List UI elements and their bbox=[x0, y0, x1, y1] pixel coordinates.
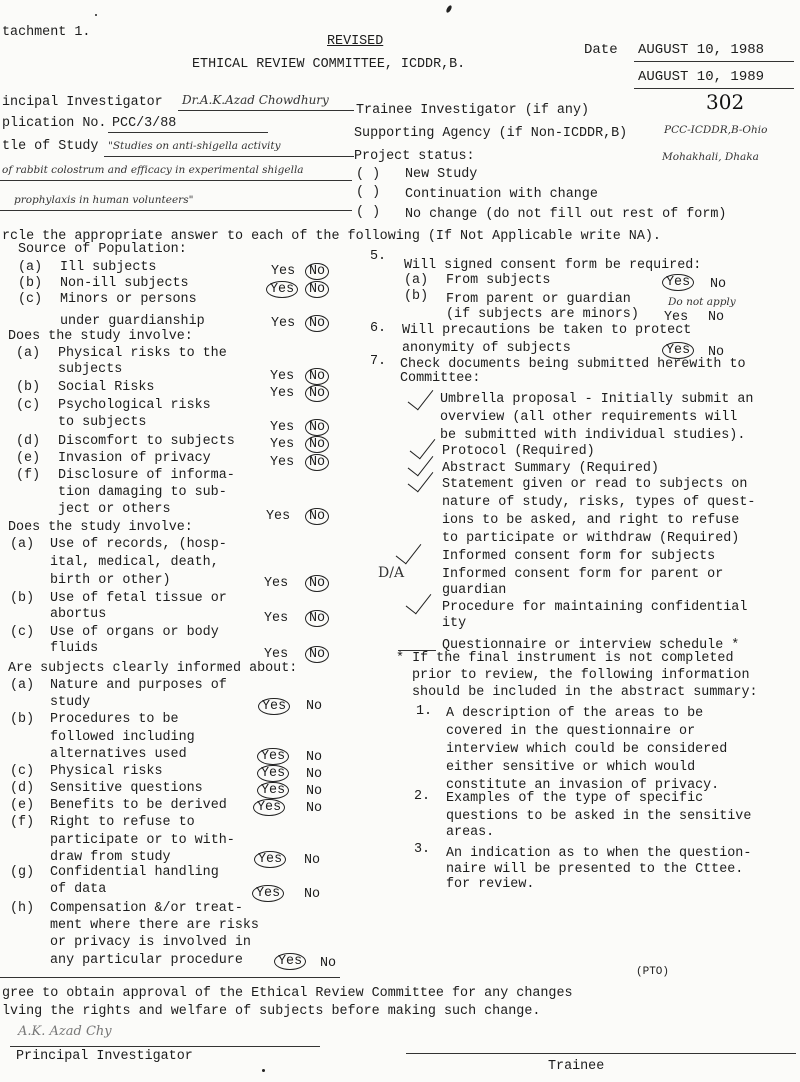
q5-text: Will signed consent form be required: bbox=[404, 258, 702, 273]
no-option-circled[interactable]: No bbox=[305, 610, 329, 627]
doc-questionnaire: Questionnaire or interview schedule * bbox=[442, 638, 740, 653]
right-refuse-label-3: draw from study bbox=[50, 850, 171, 865]
nature-purposes-label-2: study bbox=[50, 695, 91, 710]
nature-purposes-label-1: Nature and purposes of bbox=[50, 678, 227, 693]
item-label: (b) bbox=[10, 712, 35, 727]
item-label: (e) bbox=[10, 798, 35, 813]
item-label: (c) bbox=[18, 292, 43, 307]
no-option[interactable]: No bbox=[708, 345, 725, 360]
item-label: (b) bbox=[16, 380, 41, 395]
item-label: (a) bbox=[18, 260, 43, 275]
compensation-label-2: ment where there are risks bbox=[50, 918, 259, 933]
no-option[interactable]: No bbox=[306, 784, 323, 799]
yes-option-circled[interactable]: Yes bbox=[662, 342, 694, 359]
q6-number: 6. bbox=[370, 321, 387, 336]
no-option-circled[interactable]: No bbox=[305, 368, 329, 385]
from-parent-label-1: From parent or guardian bbox=[446, 292, 631, 307]
note-3-line-3: for review. bbox=[446, 877, 535, 892]
note-1-line-2: covered in the questionnaire or bbox=[446, 724, 696, 739]
organs-label-2: fluids bbox=[50, 641, 99, 656]
benefits-label: Benefits to be derived bbox=[50, 798, 227, 813]
no-option-circled[interactable]: No bbox=[305, 385, 329, 402]
item-label: (c) bbox=[10, 625, 35, 640]
doc-confidentiality-2: ity bbox=[442, 616, 467, 631]
item-label: (d) bbox=[10, 781, 35, 796]
yes-option[interactable]: Yes bbox=[264, 647, 289, 662]
yes-option-circled[interactable]: Yes bbox=[257, 748, 289, 765]
q5-number: 5. bbox=[370, 249, 387, 264]
no-option[interactable]: No bbox=[708, 310, 725, 325]
item-label: (b) bbox=[10, 591, 35, 606]
pto-label: (PTO) bbox=[636, 966, 670, 978]
doc-statement-2: nature of study, risks, types of quest- bbox=[442, 495, 756, 510]
q7-text-1: Check documents being submitted herewith to bbox=[400, 357, 746, 372]
compensation-label-4: any particular procedure bbox=[50, 953, 243, 968]
records-label-2: ital, medical, death, bbox=[50, 555, 219, 570]
handwritten-number: 302 bbox=[706, 90, 745, 114]
doc-confidentiality-1: Procedure for maintaining confidential bbox=[442, 600, 748, 615]
item-label: (g) bbox=[10, 865, 35, 880]
yes-option[interactable]: Yes bbox=[270, 386, 295, 401]
yes-option[interactable]: Yes bbox=[266, 509, 291, 524]
study-involve-title-1: Does the study involve: bbox=[8, 329, 193, 344]
yes-option[interactable]: Yes bbox=[271, 264, 296, 279]
no-option-circled[interactable]: No bbox=[305, 263, 329, 280]
doc-consent-subjects: Informed consent form for subjects bbox=[442, 549, 716, 564]
ink-dot bbox=[262, 1069, 265, 1072]
doc-consent-parent-2: guardian bbox=[442, 583, 507, 598]
agency-label: Supporting Agency (if Non-ICDDR,B) bbox=[354, 126, 628, 141]
note-3-line-1: An indication as to when the question- bbox=[446, 846, 752, 861]
no-option-circled[interactable]: No bbox=[305, 508, 329, 525]
yes-option-circled[interactable]: Yes bbox=[253, 799, 285, 816]
records-label-3: birth or other) bbox=[50, 573, 171, 588]
physical-risks-informed-label: Physical risks bbox=[50, 764, 163, 779]
da-mark: D/A bbox=[378, 565, 405, 581]
checkmark-icon[interactable] bbox=[408, 383, 434, 411]
no-option-circled[interactable]: No bbox=[305, 575, 329, 592]
fetal-tissue-label-1: Use of fetal tissue or bbox=[50, 591, 227, 606]
agency-value-1: PCC-ICDDR,B-Ohio bbox=[664, 124, 768, 136]
date-1989: AUGUST 10, 1989 bbox=[638, 69, 765, 85]
yes-option[interactable]: Yes bbox=[270, 455, 295, 470]
date-1988: AUGUST 10, 1988 bbox=[638, 42, 765, 58]
no-option[interactable]: No bbox=[304, 853, 321, 868]
no-option-circled[interactable]: No bbox=[305, 436, 329, 453]
q7-text-2: Committee: bbox=[400, 371, 481, 386]
note-1-line-5: constitute an invasion of privacy. bbox=[446, 778, 720, 793]
right-refuse-label-2: participate or to with- bbox=[50, 833, 235, 848]
yes-option[interactable]: Yes bbox=[664, 310, 689, 325]
psych-risks-label-1: Psychological risks bbox=[58, 398, 211, 413]
ill-subjects-label: Ill subjects bbox=[60, 260, 157, 275]
compensation-label-1: Compensation &/or treat- bbox=[50, 901, 243, 916]
doc-statement-3: ions to be asked, and right to refuse bbox=[442, 513, 740, 528]
procedures-label-1: Procedures to be bbox=[50, 712, 179, 727]
from-parent-label-2: (if subjects are minors) bbox=[446, 307, 639, 322]
note-2-number: 2. bbox=[414, 789, 431, 804]
status-continuation-check[interactable]: ( ) bbox=[356, 185, 381, 200]
trainee-signature-label: Trainee bbox=[548, 1059, 605, 1074]
yes-option[interactable]: Yes bbox=[270, 437, 295, 452]
no-option-circled[interactable]: No bbox=[305, 646, 329, 663]
application-label: plication No. bbox=[2, 116, 107, 131]
disclosure-label-1: Disclosure of informa- bbox=[58, 468, 235, 483]
psych-risks-label-2: to subjects bbox=[58, 415, 147, 430]
item-label: (d) bbox=[16, 434, 41, 449]
physical-risks-label-1: Physical risks to the bbox=[58, 346, 227, 361]
doc-protocol: Protocol (Required) bbox=[442, 444, 595, 459]
item-label: (b) bbox=[18, 276, 43, 291]
source-population-title: Source of Population: bbox=[18, 242, 187, 257]
item-label: (a) bbox=[404, 273, 429, 288]
instruction-line: rcle the appropriate answer to each of the following (If Not Applicable write NA). bbox=[2, 229, 661, 244]
yes-option-circled[interactable]: Yes bbox=[254, 851, 286, 868]
checkmark-icon[interactable] bbox=[396, 537, 422, 565]
informed-about-title: Are subjects clearly informed about: bbox=[8, 661, 298, 676]
sensitive-questions-label: Sensitive questions bbox=[50, 781, 203, 796]
pi-signature: A.K. Azad Chy bbox=[18, 1024, 112, 1039]
revised-label: REVISED bbox=[327, 34, 384, 49]
item-label: (e) bbox=[16, 451, 41, 466]
status-continuation-label: Continuation with change bbox=[405, 187, 598, 202]
title-line-1: "Studies on anti-shigella activity bbox=[108, 140, 281, 152]
no-option[interactable]: No bbox=[320, 956, 337, 971]
note-1-line-3: interview which could be considered bbox=[446, 742, 728, 757]
yes-option[interactable]: Yes bbox=[264, 611, 289, 626]
status-new-label: New Study bbox=[405, 167, 478, 182]
yes-option[interactable]: Yes bbox=[264, 576, 289, 591]
doc-statement-4: to participate or withdraw (Required) bbox=[442, 531, 740, 546]
disclosure-label-3: ject or others bbox=[58, 502, 171, 517]
project-status-label: Project status: bbox=[354, 149, 475, 164]
yes-option[interactable]: Yes bbox=[271, 316, 296, 331]
q6-text-1: Will precautions be taken to protect bbox=[402, 323, 692, 338]
confidential-label-2: of data bbox=[50, 882, 107, 897]
doc-umbrella-1: Umbrella proposal - Initially submit an bbox=[440, 392, 754, 407]
note-2-line-1: Examples of the type of specific bbox=[446, 791, 704, 806]
title-line-2: of rabbit colostrum and efficacy in experimental shigella bbox=[2, 164, 304, 176]
application-value: PCC/3/88 bbox=[112, 116, 177, 131]
note-1-line-1: A description of the areas to be bbox=[446, 706, 704, 721]
committee-title: ETHICAL REVIEW COMMITTEE, ICDDR,B. bbox=[192, 57, 466, 72]
attachment-label: tachment 1. bbox=[2, 25, 91, 40]
trainee-label: Trainee Investigator (if any) bbox=[356, 103, 590, 118]
item-label: (a) bbox=[10, 537, 35, 552]
no-option[interactable]: No bbox=[306, 750, 323, 765]
minors-label-2: under guardianship bbox=[60, 314, 205, 329]
item-label: (b) bbox=[404, 289, 429, 304]
note-2-line-2: questions to be asked in the sensitive bbox=[446, 809, 752, 824]
checkmark-icon[interactable] bbox=[406, 587, 432, 615]
note-3-line-2: naire will be presented to the Cttee. bbox=[446, 862, 744, 877]
fetal-tissue-label-2: abortus bbox=[50, 607, 107, 622]
right-refuse-label-1: Right to refuse to bbox=[50, 815, 195, 830]
doc-abstract: Abstract Summary (Required) bbox=[442, 461, 659, 476]
title-line-3: prophylaxis in human volunteers" bbox=[14, 194, 194, 206]
no-option-circled[interactable]: No bbox=[305, 419, 329, 436]
procedures-label-2: followed including bbox=[50, 730, 195, 745]
item-label: (c) bbox=[16, 398, 41, 413]
q7-number: 7. bbox=[370, 354, 387, 369]
yes-option-circled[interactable]: Yes bbox=[252, 885, 284, 902]
no-option-circled[interactable]: No bbox=[305, 454, 329, 471]
yes-option[interactable]: Yes bbox=[270, 369, 295, 384]
pi-signature-label: Principal Investigator bbox=[16, 1049, 193, 1064]
ink-dot bbox=[95, 14, 97, 16]
status-nochange-check[interactable]: ( ) bbox=[356, 205, 381, 220]
title-label: tle of Study bbox=[2, 139, 99, 154]
procedures-label-3: alternatives used bbox=[50, 747, 187, 762]
yes-option-circled[interactable]: Yes bbox=[257, 782, 289, 799]
no-option[interactable]: No bbox=[306, 699, 323, 714]
item-label: (f) bbox=[10, 815, 35, 830]
item-label: (h) bbox=[10, 901, 35, 916]
no-option-circled[interactable]: No bbox=[305, 315, 329, 332]
yes-option-circled[interactable]: Yes bbox=[258, 698, 290, 715]
doc-umbrella-2: overview (all other requirements will bbox=[440, 410, 738, 425]
yes-option[interactable]: Yes bbox=[270, 420, 295, 435]
organs-label-1: Use of organs or body bbox=[50, 625, 219, 640]
pi-label: incipal Investigator bbox=[2, 95, 163, 110]
status-nochange-label: No change (do not fill out rest of form) bbox=[405, 207, 727, 222]
social-risks-label: Social Risks bbox=[58, 380, 155, 395]
q6-text-2: anonymity of subjects bbox=[402, 341, 571, 356]
minors-label-1: Minors or persons bbox=[60, 292, 197, 307]
agreement-line-1: gree to obtain approval of the Ethical Review Committee for any changes bbox=[2, 986, 573, 1001]
yes-option-circled[interactable]: Yes bbox=[257, 765, 289, 782]
note-2-line-3: areas. bbox=[446, 825, 495, 840]
item-label: (a) bbox=[16, 346, 41, 361]
doc-statement-1: Statement given or read to subjects on bbox=[442, 477, 748, 492]
no-option[interactable]: No bbox=[304, 887, 321, 902]
agreement-line-2: lving the rights and welfare of subjects before making such change. bbox=[2, 1004, 541, 1019]
yes-option-circled[interactable]: Yes bbox=[266, 281, 298, 298]
doc-umbrella-3: be submitted with individual studies). bbox=[440, 428, 746, 443]
from-subjects-label: From subjects bbox=[446, 273, 551, 288]
non-ill-subjects-label: Non-ill subjects bbox=[60, 276, 189, 291]
do-not-apply-note: Do not apply bbox=[668, 296, 736, 308]
agency-value-2: Mohakhali, Dhaka bbox=[662, 151, 759, 163]
footnote-2: prior to review, the following information bbox=[412, 668, 750, 683]
study-involve-title-2: Does the study involve: bbox=[8, 520, 193, 535]
yes-option-circled[interactable]: Yes bbox=[274, 953, 306, 970]
invasion-privacy-label: Invasion of privacy bbox=[58, 451, 211, 466]
pi-value: Dr.A.K.Azad Chowdhury bbox=[182, 93, 329, 107]
item-label: (c) bbox=[10, 764, 35, 779]
disclosure-label-2: tion damaging to sub- bbox=[58, 485, 227, 500]
confidential-label-1: Confidential handling bbox=[50, 865, 219, 880]
no-option[interactable]: No bbox=[306, 767, 323, 782]
item-label: (f) bbox=[16, 468, 41, 483]
footnote-3: should be included in the abstract summary: bbox=[412, 685, 758, 700]
doc-consent-parent-1: Informed consent form for parent or bbox=[442, 567, 724, 582]
compensation-label-3: or privacy is involved in bbox=[50, 935, 251, 950]
status-new-check[interactable]: ( ) bbox=[356, 167, 381, 182]
item-label: (a) bbox=[10, 678, 35, 693]
no-option[interactable]: No bbox=[306, 801, 323, 816]
no-option[interactable]: No bbox=[710, 277, 727, 292]
note-1-line-4: either sensitive or which would bbox=[446, 760, 696, 775]
records-label-1: Use of records, (hosp- bbox=[50, 537, 227, 552]
footnote-1: * If the final instrument is not completed bbox=[396, 651, 734, 666]
date-label: Date bbox=[584, 42, 618, 58]
no-option-circled[interactable]: No bbox=[305, 281, 329, 298]
yes-option-circled[interactable]: Yes bbox=[662, 274, 694, 291]
note-1-number: 1. bbox=[416, 704, 433, 719]
discomfort-label: Discomfort to subjects bbox=[58, 434, 235, 449]
note-3-number: 3. bbox=[414, 842, 431, 857]
ink-mark bbox=[445, 5, 452, 14]
physical-risks-label-2: subjects bbox=[58, 362, 123, 377]
